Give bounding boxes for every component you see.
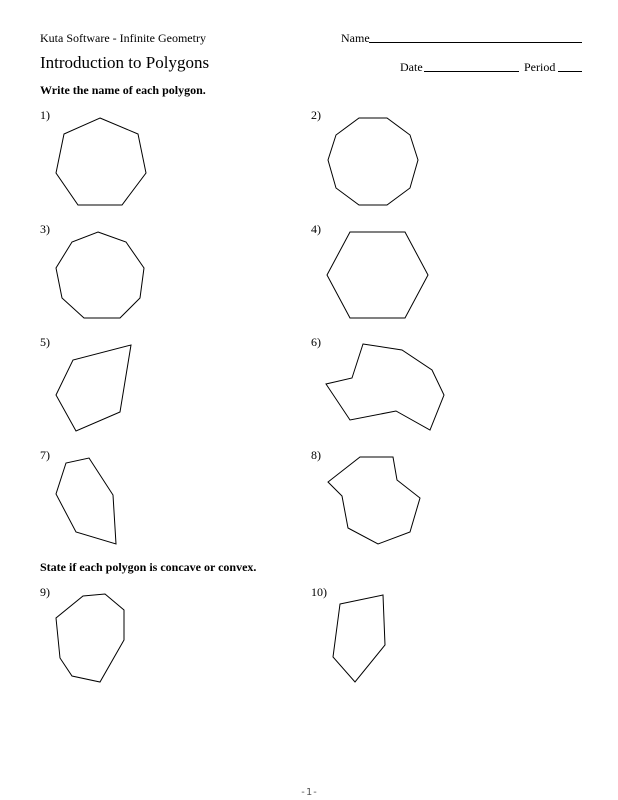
polygon-8-nonagon bbox=[328, 457, 420, 544]
name-label: Name bbox=[341, 31, 370, 45]
problem-number-2: 2) bbox=[311, 108, 321, 122]
problem-number-7: 7) bbox=[40, 448, 50, 462]
polygon-5-quadrilateral bbox=[56, 345, 131, 431]
polygon-6-octagon bbox=[326, 344, 444, 430]
problem-number-3: 3) bbox=[40, 222, 50, 236]
polygon-7-pentagon bbox=[56, 458, 116, 544]
polygon-3-nonagon bbox=[56, 232, 144, 318]
software-label: Kuta Software - Infinite Geometry bbox=[40, 31, 206, 45]
instruction-name-polygons: Write the name of each polygon. bbox=[40, 83, 206, 97]
polygon-10-convex bbox=[333, 595, 385, 682]
problem-number-4: 4) bbox=[311, 222, 321, 236]
problem-number-6: 6) bbox=[311, 335, 321, 349]
polygon-9-convex bbox=[56, 594, 124, 682]
worksheet-title: Introduction to Polygons bbox=[40, 53, 210, 72]
problem-number-10: 10) bbox=[311, 585, 327, 599]
problem-number-5: 5) bbox=[40, 335, 50, 349]
polygon-1-heptagon bbox=[56, 118, 146, 205]
polygon-4-hexagon bbox=[327, 232, 428, 318]
page-number-footer: -1- bbox=[299, 787, 319, 798]
date-label: Date bbox=[400, 60, 423, 74]
period-label: Period bbox=[524, 60, 556, 74]
problem-number-1: 1) bbox=[40, 108, 50, 122]
polygon-2-decagon bbox=[328, 118, 418, 205]
problem-number-8: 8) bbox=[311, 448, 321, 462]
problem-number-9: 9) bbox=[40, 585, 50, 599]
instruction-concave-convex: State if each polygon is concave or convex. bbox=[40, 560, 257, 574]
